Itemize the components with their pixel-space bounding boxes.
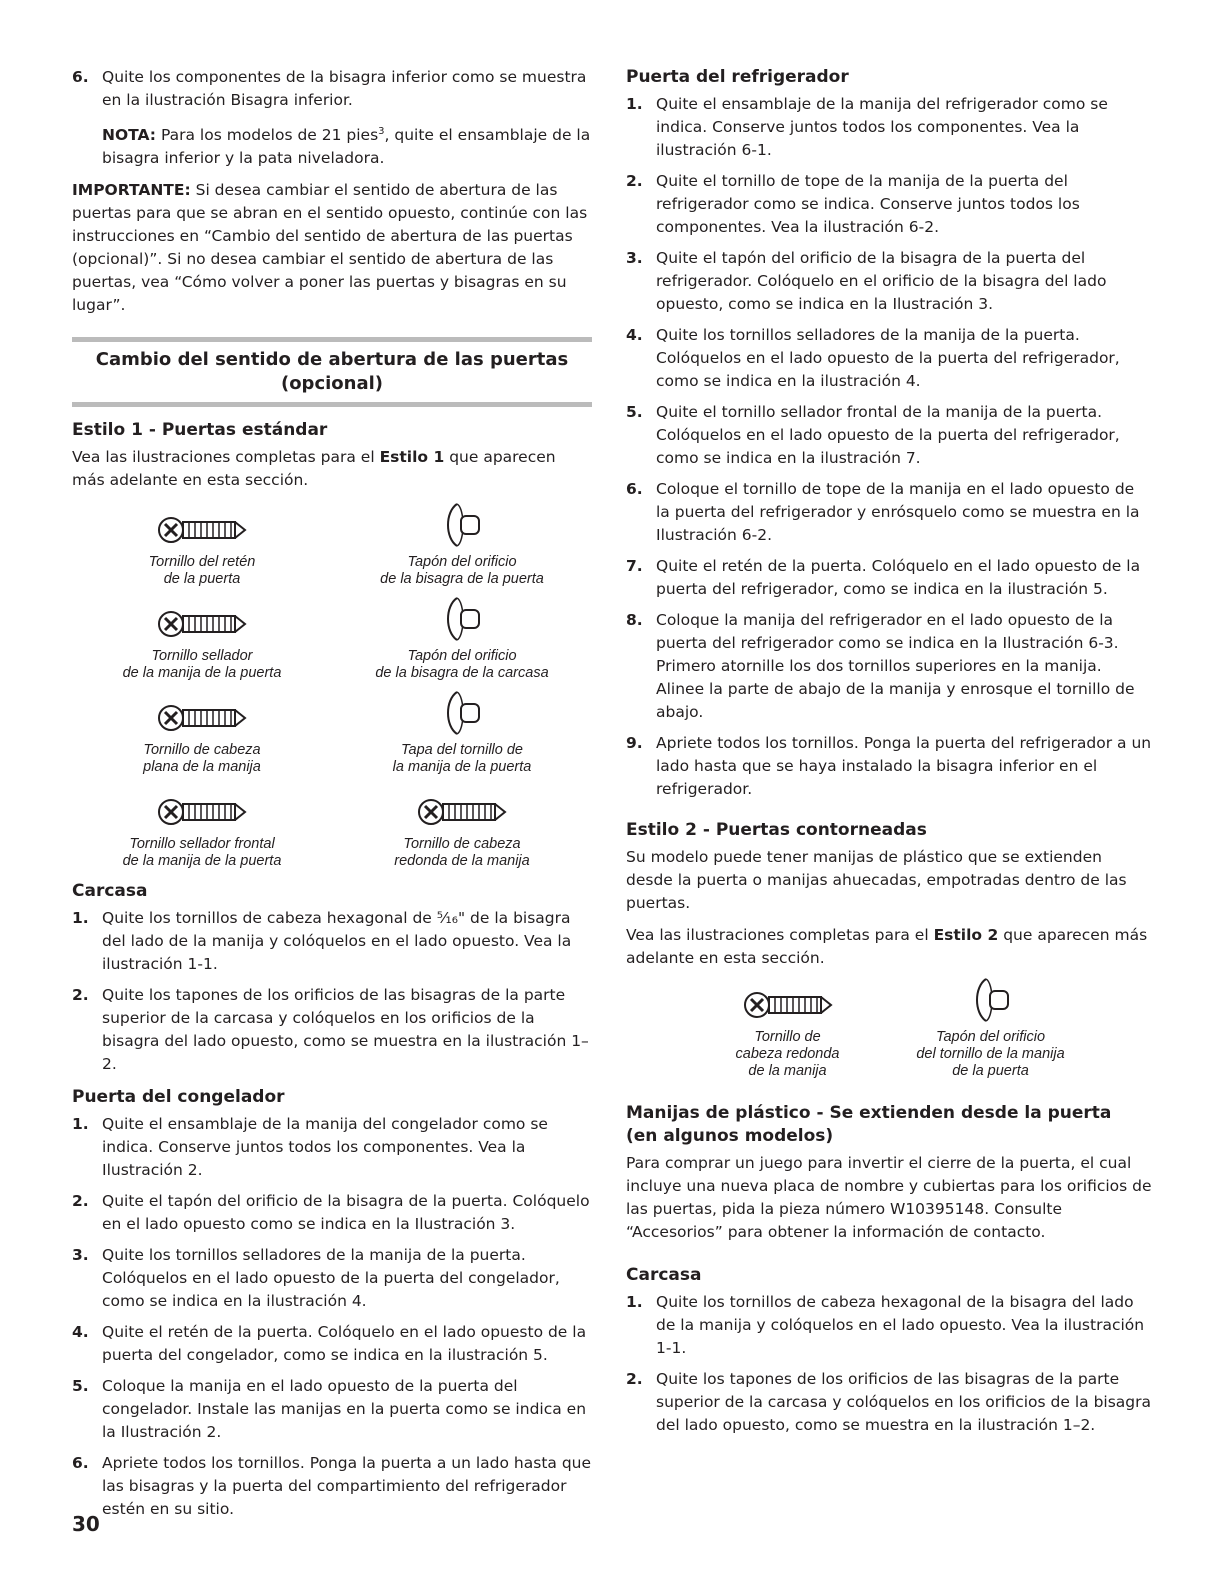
list-number: 1. [626,1293,643,1311]
manijas-title-line2: (en algunos modelos) [626,1126,834,1146]
subheading-manijas [626,1102,1152,1148]
list-number: 2. [626,1370,643,1388]
plug-icon [437,594,487,644]
part-caption-line2: plana de la manija [143,759,261,776]
list-item [626,732,1152,801]
list-text: Apriete todos los tornillos. Ponga la puerta del refrigerador a un lado hasta que se haya instalado la bisagra inferior en el refrigerador. [656,734,1152,798]
list-text: Quite los tornillos selladores de la manija de la puerta. Colóquelos en el lado opuesto de la puerta del congelador, como se indica en la ilustración 4. [102,1246,560,1311]
list-text-post: " de la bisagra del lado de la manija y colóquelos en el lado opuesto. Vea la ilustración 1-1. [102,909,572,974]
list-item [626,609,1152,724]
note-text-post: , quite el ensamblaje de la bisagra inferior y la pata niveladora. [102,126,591,168]
list-text: Quite los tornillos de cabeza hexagonal de la bisagra del lado de la manija y colóquelos en el lado opuesto. Vea la ilustración 1-1. [656,1293,1145,1357]
subheading-carcasa: Carcasa [72,881,148,902]
list-text: Quite el ensamblaje de la manija del refrigerador como se indica. Conserve juntos todos los componentes. Vea la ilustración 6-1. [656,95,1108,159]
list-item [626,478,1152,547]
list-item [626,1368,1152,1437]
note-superscript: 3 [378,126,385,137]
list-item [72,1452,592,1521]
page-number: 30 [72,1512,100,1536]
part-item [72,692,332,776]
list-number: 9. [626,734,643,752]
manijas-paragraph: Para comprar un juego para invertir el cierre de la puerta, el cual incluye una nueva placa de nombre y cubiertas para los orificios de las puertas, pida la pieza número W10395148. Consulte “Accesorios” para obtener la información de contacto. [626,1154,1152,1241]
list-text: Coloque la manija del refrigerador en el lado opuesto de la puerta del refrigerador como se indica en la Ilustración 6-3. Primero atornille los dos tornillos superiores en la manija. Alinee la parte de abajo de la manija y enrosque el tornillo de abajo. [656,611,1135,721]
fraction: ⁵⁄₁₆ [436,909,458,928]
part-item [889,979,1092,1080]
list-text: Quite el ensamblaje de la manija del congelador como se indica. Conserve juntos todos los componentes. Vea la Ilustración 2. [102,1115,548,1180]
list-number: 2. [72,986,89,1005]
part-caption-line1: Tornillo de cabeza [403,836,521,853]
list-item [72,907,592,976]
list-number: 5. [626,403,643,421]
list-number: 5. [72,1377,89,1396]
section-header [72,337,592,407]
part-caption-line2: de la puerta [163,571,241,588]
part-item [332,504,592,588]
list-item [626,93,1152,162]
list-item [626,1291,1152,1360]
list-number: 7. [626,557,643,575]
list-item [72,1375,592,1444]
plug-icon [966,975,1016,1025]
part-caption-line2: la manija de la puerta [392,759,532,776]
screw-icon [157,698,247,738]
list-item [626,170,1152,239]
screw-icon [743,985,833,1025]
part-caption-line3: de la puerta [952,1063,1029,1079]
part-caption-line2: del tornillo de la manija [916,1046,1065,1062]
part-item [686,979,889,1080]
list-item [72,1321,592,1367]
list-number: 3. [72,1246,89,1265]
part-item [72,786,332,870]
part-item [332,786,592,870]
screw-icon [157,604,247,644]
screw-icon [157,792,247,832]
important-text: Si desea cambiar el sentido de abertura de las puertas para que se abran en el sentido opuesto, continúe con las instrucciones en “Cambio del sentido de abertura de las puertas (opcional)”. Si no desea cambiar el sentido de abertura de las puertas, vea “Cómo volver a poner las puertas y bisagras en su lugar”. [72,181,588,315]
list-item [72,1244,592,1313]
list-number: 1. [72,909,89,928]
note-text-pre: Para los modelos de 21 pies [160,126,379,145]
part-caption-line2: de la manija de la puerta [122,853,282,870]
screw-icon [417,792,507,832]
list-number: 6. [72,68,89,86]
estilo2-text-post: que aparecen más adelante en esta sección. [626,926,1148,967]
part-caption-line2: de la bisagra de la carcasa [375,665,549,682]
part-item [332,598,592,682]
important-paragraph [72,179,592,317]
section-title: Cambio del sentido de abertura de las puertas (opcional) [95,349,569,395]
part-caption-line1: Tapa del tornillo de [401,742,523,759]
parts-grid [72,504,592,870]
list-item [72,66,592,112]
list-number: 6. [626,480,643,498]
screw-icon [157,510,247,550]
plug-icon [437,500,487,550]
list-text: Quite el tapón del orificio de la bisagra de la puerta. Colóquelo en el lado opuesto como se indica en la Ilustración 3. [102,1192,590,1234]
list-text: Quite los tapones de los orificios de las bisagras de la parte superior de la carcasa y colóquelos en los orificios de la bisagra del lado opuesto, como se muestra en la ilustración 1–2. [656,1370,1152,1434]
list-number: 8. [626,611,643,629]
estilo2-paragraph-2 [626,924,1152,970]
list-text: Apriete todos los tornillos. Ponga la puerta a un lado hasta que las bisagras y la puerta del compartimiento del refrigerador estén en su sitio. [102,1454,592,1519]
list-item [72,1190,592,1236]
part-caption-line1: Tornillo sellador frontal [129,836,275,853]
left-column [72,66,592,1529]
part-caption-line2: redonda de la manija [394,853,530,870]
parts-grid-style2 [686,979,1092,1080]
part-item [332,692,592,776]
estilo1-text-post: que aparecen más adelante en esta sección. [72,448,556,490]
list-item [626,247,1152,316]
list-item [626,555,1152,601]
part-caption-line2: cabeza redonda [735,1046,840,1062]
plug-icon [437,688,487,738]
list-number: 4. [626,326,643,344]
list-text: Coloque la manija en el lado opuesto de la puerta del congelador. Instale las manijas en la puerta como se indica en la Ilustración 2. [102,1377,587,1442]
list-item [72,1113,592,1182]
subheading-estilo1: Estilo 1 - Puertas estándar [72,420,328,441]
estilo2-bold: Estilo 2 [933,926,999,944]
part-caption-line1: Tornillo de cabeza [143,742,261,759]
list-text: Quite los componentes de la bisagra inferior como se muestra en la ilustración Bisagra inferior. [102,68,587,109]
estilo2-text-pre: Vea las ilustraciones completas para el [626,926,934,944]
list-text: Quite el tornillo de tope de la manija de la puerta del refrigerador como se indica. Conserve juntos todos los componentes. Vea la ilustración 6-2. [656,172,1080,236]
list-text-pre: Quite los tornillos de cabeza hexagonal de [102,909,437,928]
list-number: 6. [72,1454,89,1473]
list-number: 2. [626,172,643,190]
list-number: 1. [72,1115,89,1134]
part-caption-line1: Tapón del orificio [935,1029,1046,1045]
part-caption-line2: de la manija de la puerta [122,665,282,682]
subheading-carcasa-right: Carcasa [626,1265,702,1285]
list-text: Coloque el tornillo de tope de la manija en el lado opuesto de la puerta del refrigerador y enrósquelo como se muestra en la Ilustración 6-2. [656,480,1140,544]
subheading-congelador: Puerta del congelador [72,1087,285,1108]
list-item [626,324,1152,393]
list-text: Quite los tornillos selladores de la manija de la puerta. Colóquelos en el lado opuesto de la puerta del refrigerador, como se indica en la ilustración 4. [656,326,1120,390]
list-item [72,984,592,1076]
list-text: Quite el retén de la puerta. Colóquelo en el lado opuesto de la puerta del refrigerador, como se indica en la ilustración 5. [656,557,1141,598]
list-number: 2. [72,1192,89,1211]
list-number: 4. [72,1323,89,1342]
list-text [102,907,592,976]
estilo1-paragraph [72,446,592,492]
list-number: 1. [626,95,643,113]
part-caption-line1: Tornillo de [754,1029,821,1045]
part-caption-line1: Tapón del orificio [407,554,517,571]
list-item [626,401,1152,470]
right-column [626,66,1152,1445]
part-caption-line1: Tapón del orificio [407,648,517,665]
list-text: Quite los tapones de los orificios de las bisagras de la parte superior de la carcasa y colóquelos en los orificios de la bisagra del lado opuesto, como se muestra en la ilustración 1–2. [102,986,589,1074]
part-caption-line1: Tornillo sellador [151,648,253,665]
note-paragraph [102,120,592,170]
part-caption-line3: de la manija [748,1063,827,1079]
estilo1-bold: Estilo 1 [379,448,445,467]
subheading-refrigerador: Puerta del refrigerador [626,67,849,87]
list-text: Quite el tapón del orificio de la bisagra de la puerta del refrigerador. Colóquelo en el orificio de la bisagra del lado opuesto, como se indica en la Ilustración 3. [656,249,1107,313]
part-item [72,504,332,588]
list-text: Quite el tornillo sellador frontal de la manija de la puerta. Colóquelos en el lado opuesto de la puerta del refrigerador, como se indica en la ilustración 7. [656,403,1120,467]
manijas-title-line1: Manijas de plástico - Se extienden desde la puerta [626,1103,1112,1123]
list-number: 3. [626,249,643,267]
estilo1-text-pre: Vea las ilustraciones completas para el [72,448,380,467]
subheading-estilo2: Estilo 2 - Puertas contorneadas [626,820,927,840]
part-item [72,598,332,682]
important-label: IMPORTANTE: [72,181,191,200]
estilo2-paragraph-1: Su modelo puede tener manijas de plástico que se extienden desde la puerta o manijas ahuecadas, empotradas dentro de las puertas. [626,848,1127,912]
part-caption-line1: Tornillo del retén [148,554,256,571]
list-text: Quite el retén de la puerta. Colóquelo en el lado opuesto de la puerta del congelador, como se indica en la ilustración 5. [102,1323,587,1365]
note-label: NOTA: [102,126,157,145]
part-caption-line2: de la bisagra de la puerta [380,571,544,588]
